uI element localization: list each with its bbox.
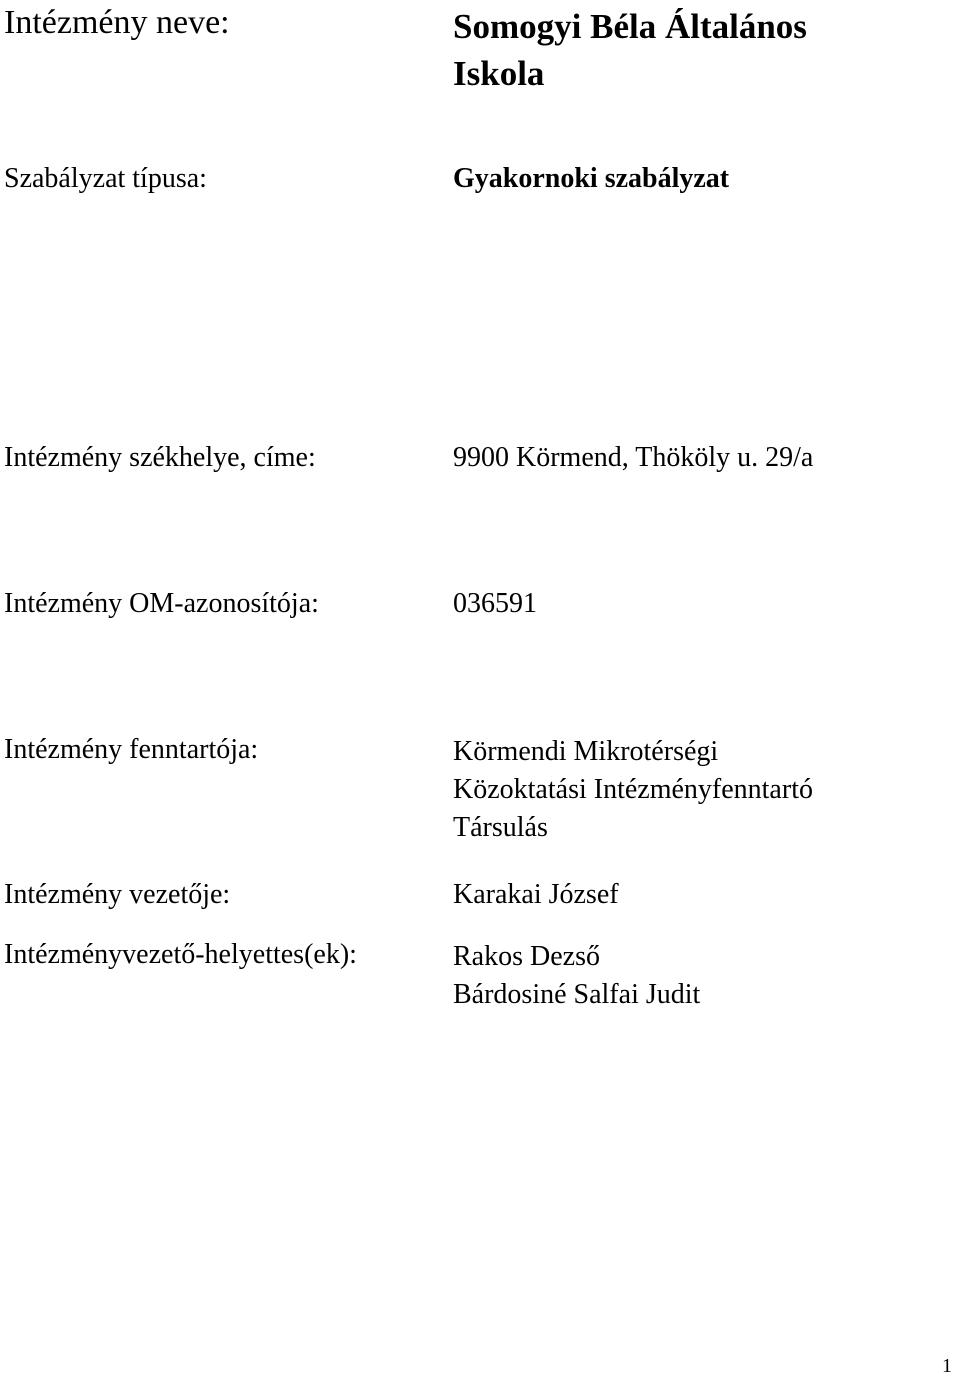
institution-name-label: Intézmény neve: xyxy=(4,4,230,41)
maintainer-line: Társulás xyxy=(453,812,548,843)
institution-name-line: Iskola xyxy=(453,54,545,93)
deputies-value xyxy=(453,938,700,1014)
maintainer-line: Közoktatási Intézményfenntartó xyxy=(453,774,813,805)
institution-name-line: Somogyi Béla Általános xyxy=(453,7,807,46)
maintainer-value xyxy=(453,733,813,847)
seat-address-label: Intézmény székhelye, címe: xyxy=(4,442,316,473)
page-number: 1 xyxy=(942,1355,952,1377)
head-label: Intézmény vezetője: xyxy=(4,879,231,910)
maintainer-label: Intézmény fenntartója: xyxy=(4,734,259,765)
regulation-type-value: Gyakornoki szabályzat xyxy=(453,163,730,194)
deputy-name: Bárdosiné Salfai Judit xyxy=(453,979,701,1010)
institution-name-value xyxy=(453,3,807,97)
om-id-value: 036591 xyxy=(453,588,537,619)
om-id-label: Intézmény OM-azonosítója: xyxy=(4,588,319,619)
head-value: Karakai József xyxy=(453,879,619,910)
deputy-name: Rakos Dezső xyxy=(453,941,600,972)
seat-address-value: 9900 Körmend, Thököly u. 29/a xyxy=(453,442,814,473)
deputies-label: Intézményvezető-helyettes(ek): xyxy=(4,939,357,970)
maintainer-line: Körmendi Mikrotérségi xyxy=(453,736,719,767)
regulation-type-label: Szabályzat típusa: xyxy=(4,163,207,194)
